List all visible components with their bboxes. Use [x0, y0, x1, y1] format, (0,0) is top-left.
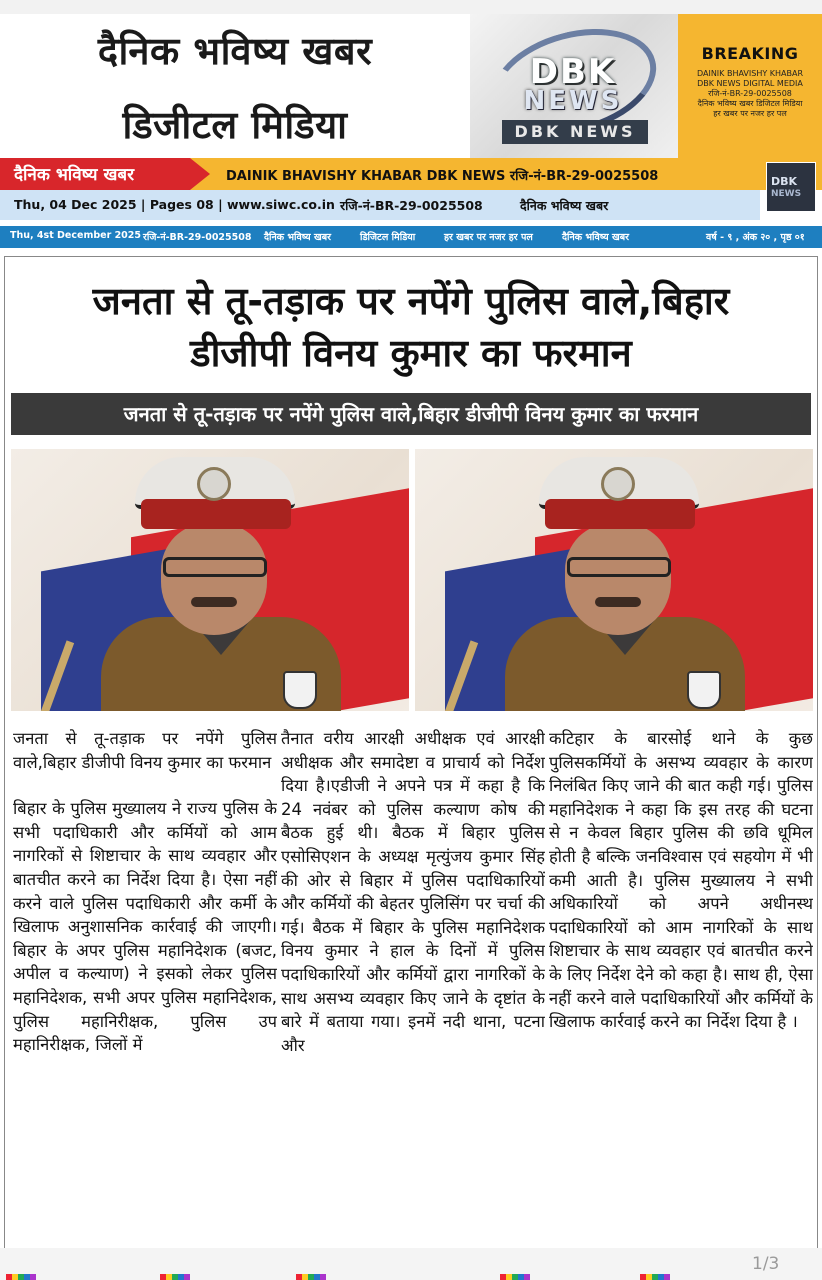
article-body — [13, 727, 815, 1252]
brand-tag-text: दैनिक भविष्य खबर — [14, 165, 135, 185]
article-paragraph: कटिहार के बारसोई थाने के कुछ पुलिसकर्मियों के असभ्य व्यवहार के कारण निलंबित किए जाने की बात कही गई। पुलिस महानिदेशक ने कहा कि इस तरह की घटना से न केवल बिहार पुलिस की छवि धूमिल होती है बल्कि जनविश्वास एवं सहयोग में भी कमी आती है। पुलिस मुख्यालय ने सभी अधिकारियों को अपने अधीनस्थ पदाधिकारियों को आम नागरिकों के साथ शिष्टाचार के साथ व्यवहार एवं बातचीत करने के लिए निर्देश देने को कहा है। साथ ही, ऐसा नहीं करने वाले पदाधिकारियों और कर्मियों के खिलाफ कार्रवाई करने का निर्देश दिया है । — [549, 729, 813, 1032]
article-column-2 — [281, 727, 545, 1252]
info-strip-item: हर खबर पर नजर हर पल — [444, 232, 533, 243]
article-paragraph: तैनात वरीय आरक्षी अधीक्षक एवं आरक्षी अधीक्षक और समादेष्टा व प्राचार्य को निर्देश दिया है।एडीजी ने अपने पत्र में कहा है कि 24 नवंबर को पुलिस कल्याण कोष की बैठक हुई थी। बैठक में बिहार पुलिस एसोसिएशन के अध्यक्ष मृत्युंजय कुमार सिंह की ओर से बिहार में पुलिस पदाधिकारियों और कर्मियों की बेहतर पुलिसिंग पर चर्चा की गई। बैठक में बिहार के पुलिस महानिदेशक विनय कुमार ने हाल के दिनों में पुलिस पदाधिकारियों और कर्मियों द्वारा नागरिकों के साथ असभ्य व्यवहार किए जाने के दृष्टांत के बारे में बताया गया। इनमें नदी थाना, पटना और — [281, 729, 545, 1055]
page-indicator: 1/3 — [752, 1254, 780, 1274]
shoulder-badge-icon — [283, 671, 317, 709]
headline-line1: जनता से तू-तड़ाक पर नपेंगे पुलिस वाले,बिहार — [92, 279, 730, 323]
article-lead: जनता से तू-तड़ाक पर नपेंगे पुलिस वाले,बिहार डीजीपी विनय कुमार का फरमान — [13, 729, 277, 772]
thumbnail-text: NEWS — [771, 189, 802, 199]
newspaper-page — [0, 14, 822, 1264]
article-box — [4, 256, 818, 1256]
breaking-line: हर खबर पर नजर हर पल — [713, 109, 787, 118]
cap-badge-icon — [197, 467, 231, 501]
cap-badge-icon — [601, 467, 635, 501]
brand-strip-text: DAINIK BHAVISHY KHABAR DBK NEWS रजि-नं-BR-29-0025508 — [226, 169, 659, 184]
breaking-line: दैनिक भविष्य खबर डिजिटल मिडिया — [697, 99, 803, 108]
color-dots — [296, 1274, 326, 1280]
info-strip-item: Thu, 4st December 2025 — [10, 230, 142, 241]
breaking-title: BREAKING — [701, 44, 799, 63]
channel-thumbnail — [766, 162, 816, 212]
info-strip-item: रजि-नं-BR-29-0025508 — [143, 232, 252, 243]
headline-line2: डीजीपी विनय कुमार का फरमान — [190, 331, 632, 375]
paper-name: दैनिक भविष्य खबर — [520, 198, 609, 213]
issue-date: Thu, 04 Dec 2025 | Pages 08 | www.siwc.co.in — [14, 197, 335, 212]
color-dots — [160, 1274, 190, 1280]
article-column-3 — [549, 727, 813, 1252]
breaking-line: रजि-नं-BR-29-0025508 — [708, 89, 792, 98]
masthead — [0, 14, 822, 158]
logo-plate: DBK NEWS — [502, 120, 648, 144]
color-dots — [6, 1274, 36, 1280]
color-dots — [640, 1274, 670, 1280]
logo-dbk-text: DBK — [529, 52, 617, 92]
masthead-title-line1: दैनिक भविष्य खबर — [97, 29, 373, 73]
article-subheadline: जनता से तू-तड़ाक पर नपेंगे पुलिस वाले,बिहार डीजीपी विनय कुमार का फरमान — [11, 393, 811, 435]
registration-number: रजि-नं-BR-29-0025508 — [340, 198, 483, 213]
info-strip-item: दैनिक भविष्य खबर — [562, 232, 630, 243]
info-strip-item: डिजिटल मिडिया — [360, 232, 416, 243]
officer-photo — [11, 449, 409, 711]
brand-strip — [0, 158, 822, 190]
officer-photo — [415, 449, 813, 711]
article-paragraph: बिहार के पुलिस मुख्यालय ने राज्य पुलिस के सभी पदाधिकारी और कर्मियों को आम नागरिकों से शिष्टाचार के साथ व्यवहार और बातचीत करने का निर्देश दिया है। ऐसा नहीं करने वाले पुलिस पदाधिकारी और कर्मी के खिलाफ अनुशासनिक कार्रवाई की जाएगी।बिहार के अपर पुलिस महानिदेशक (बजट, अपील व कल्याण) ने इसको लेकर पुलिस महानिदेशक, सभी अपर पुलिस महानिदेशक, पुलिस महानिरीक्षक, पुलिस उप महानिरीक्षक, जिलों में — [13, 799, 277, 1055]
article-headline — [5, 275, 817, 379]
thumbnail-text: DBK — [771, 175, 798, 188]
breaking-line: DAINIK BHAVISHY KHABAR — [696, 69, 804, 78]
masthead-title-line2: डिजीटल मिडिया — [122, 103, 348, 147]
dbk-news-logo — [470, 14, 678, 158]
breaking-line: DBK NEWS DIGITAL MEDIA — [697, 79, 803, 88]
breaking-box — [678, 14, 822, 158]
color-dots — [500, 1274, 530, 1280]
viewer-bottom-bar — [0, 1248, 822, 1280]
info-strip-item: वर्ष - ९ , अंक २० , पृष्ठ ०१ — [706, 232, 805, 243]
logo-news-text: NEWS — [523, 86, 623, 116]
article-column-1 — [13, 727, 277, 1252]
date-strip — [0, 190, 760, 220]
info-strip — [0, 226, 822, 248]
info-strip-item: दैनिक भविष्य खबर — [264, 232, 332, 243]
shoulder-badge-icon — [687, 671, 721, 709]
